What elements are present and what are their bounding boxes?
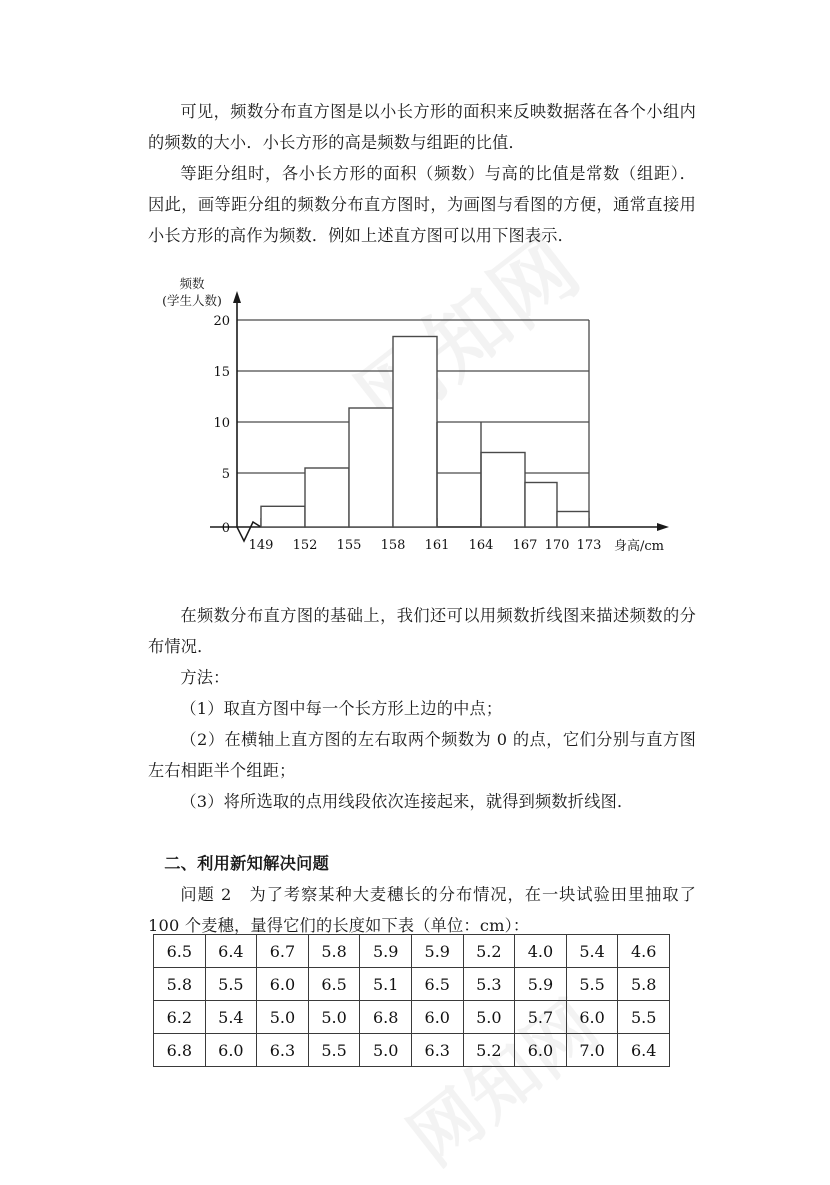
bar-167-170 bbox=[525, 483, 557, 528]
x-tick-label-152: 152 bbox=[292, 538, 318, 553]
table-cell: 6.3 bbox=[257, 1034, 309, 1067]
table-cell: 5.4 bbox=[566, 935, 618, 968]
table-cell: 5.8 bbox=[618, 968, 670, 1001]
table-cell: 5.0 bbox=[257, 1001, 309, 1034]
y-axis-label-line2: (学生人数) bbox=[162, 293, 222, 308]
table-cell: 6.7 bbox=[257, 935, 309, 968]
table-cell: 6.0 bbox=[411, 1001, 463, 1034]
paragraph-1: 可见，频数分布直方图是以小长方形的面积来反映数据落在各个小组内的频数的大小．小长方形的高是频数与组距的比值． bbox=[148, 102, 696, 152]
table-cell: 5.8 bbox=[308, 935, 360, 968]
table-cell: 6.3 bbox=[411, 1034, 463, 1067]
table-cell: 6.4 bbox=[618, 1034, 670, 1067]
table-row bbox=[154, 968, 670, 1001]
problem-2-statement: 问题 2 为了考察某种大麦穗长的分布情况，在一块试验田里抽取了 100 个麦穗，量得它们的长度如下表（单位：cm）： bbox=[148, 885, 696, 935]
table-cell: 4.0 bbox=[515, 935, 567, 968]
table-cell: 5.3 bbox=[463, 968, 515, 1001]
histogram-bars bbox=[261, 337, 589, 528]
bar-152-155 bbox=[305, 468, 349, 527]
method-item-2: （2）在横轴上直方图的左右取两个频数为 0 的点，它们分别与直方图左右相距半个组距； bbox=[148, 730, 696, 780]
intro-text-block bbox=[148, 96, 696, 251]
table-cell: 5.5 bbox=[308, 1034, 360, 1067]
table-cell: 5.9 bbox=[515, 968, 567, 1001]
table-cell: 5.0 bbox=[308, 1001, 360, 1034]
x-tick-label-167: 167 bbox=[512, 538, 538, 553]
table-row bbox=[154, 1034, 670, 1067]
table-row bbox=[154, 1001, 670, 1034]
x-tick-label-158: 158 bbox=[380, 538, 406, 553]
y-axis-arrow bbox=[233, 291, 241, 303]
bar-164-167 bbox=[481, 453, 525, 528]
bar-158-161 bbox=[393, 337, 437, 528]
y-tick-label-5: 5 bbox=[221, 467, 230, 482]
table-cell: 5.5 bbox=[205, 968, 257, 1001]
table-cell: 6.2 bbox=[154, 1001, 206, 1034]
table-cell: 6.0 bbox=[257, 968, 309, 1001]
table-row bbox=[154, 935, 670, 968]
table-cell: 6.4 bbox=[205, 935, 257, 968]
x-tick-label-173: 173 bbox=[576, 538, 602, 553]
table-cell: 4.6 bbox=[618, 935, 670, 968]
barley-length-data-table bbox=[153, 934, 670, 1067]
table-cell: 5.4 bbox=[205, 1001, 257, 1034]
table-cell: 5.2 bbox=[463, 935, 515, 968]
table-cell: 5.7 bbox=[515, 1001, 567, 1034]
x-tick-label-161: 161 bbox=[424, 538, 450, 553]
table-cell: 5.8 bbox=[154, 968, 206, 1001]
x-axis-arrow bbox=[657, 523, 669, 531]
y-tick-label-15: 15 bbox=[213, 365, 230, 380]
table-cell: 6.5 bbox=[308, 968, 360, 1001]
table-cell: 7.0 bbox=[566, 1034, 618, 1067]
methods-title: 方法： bbox=[180, 668, 230, 687]
x-tick-label-170: 170 bbox=[544, 538, 570, 553]
table-cell: 6.8 bbox=[154, 1034, 206, 1067]
paragraph-2: 等距分组时，各小长方形的面积（频数）与高的比值是常数（组距）．因此，画等距分组的频数分布直方图时，为画图与看图的方便，通常直接用小长方形的高作为频数．例如上述直方图可以用下图表示． bbox=[148, 164, 696, 245]
post-chart-text-block bbox=[148, 600, 696, 662]
table-cell: 6.8 bbox=[360, 1001, 412, 1034]
table-cell: 6.5 bbox=[154, 935, 206, 968]
x-tick-label-155: 155 bbox=[336, 538, 362, 553]
paragraph-3: 在频数分布直方图的基础上，我们还可以用频数折线图来描述频数的分布情况． bbox=[148, 606, 696, 656]
table-cell: 5.0 bbox=[463, 1001, 515, 1034]
methods-block bbox=[148, 662, 696, 817]
table-cell: 5.9 bbox=[360, 935, 412, 968]
x-tick-label-164: 164 bbox=[468, 538, 494, 553]
section-title: 二、利用新知解决问题 bbox=[164, 854, 330, 873]
table-cell: 5.5 bbox=[618, 1001, 670, 1034]
frequency-histogram-figure bbox=[148, 272, 696, 562]
bar-170-173 bbox=[557, 512, 589, 528]
table-cell: 6.0 bbox=[205, 1034, 257, 1067]
table-cell: 6.5 bbox=[411, 968, 463, 1001]
bar-155-158 bbox=[349, 408, 393, 527]
method-item-1: （1）取直方图中每一个长方形上边的中点； bbox=[180, 699, 503, 718]
y-tick-label-0: 0 bbox=[221, 521, 230, 536]
table-cell: 5.1 bbox=[360, 968, 412, 1001]
bar-149-152 bbox=[261, 506, 305, 527]
y-tick-label-10: 10 bbox=[213, 416, 230, 431]
x-tick-label-149: 149 bbox=[248, 538, 274, 553]
section-two-block bbox=[148, 848, 696, 941]
barley-length-data-table-wrapper bbox=[153, 934, 670, 1067]
y-axis-label-line1: 频数 bbox=[179, 276, 205, 291]
x-axis-label: 身高/cm bbox=[614, 539, 664, 554]
table-cell: 5.0 bbox=[360, 1034, 412, 1067]
table-cell: 6.0 bbox=[566, 1001, 618, 1034]
method-item-3: （3）将所选取的点用线段依次连接起来，就得到频数折线图． bbox=[180, 792, 634, 811]
table-cell: 6.0 bbox=[515, 1034, 567, 1067]
y-tick-label-20: 20 bbox=[213, 314, 230, 329]
table-cell: 5.9 bbox=[411, 935, 463, 968]
histogram-svg bbox=[148, 272, 696, 562]
table-cell: 5.2 bbox=[463, 1034, 515, 1067]
table-cell: 5.5 bbox=[566, 968, 618, 1001]
